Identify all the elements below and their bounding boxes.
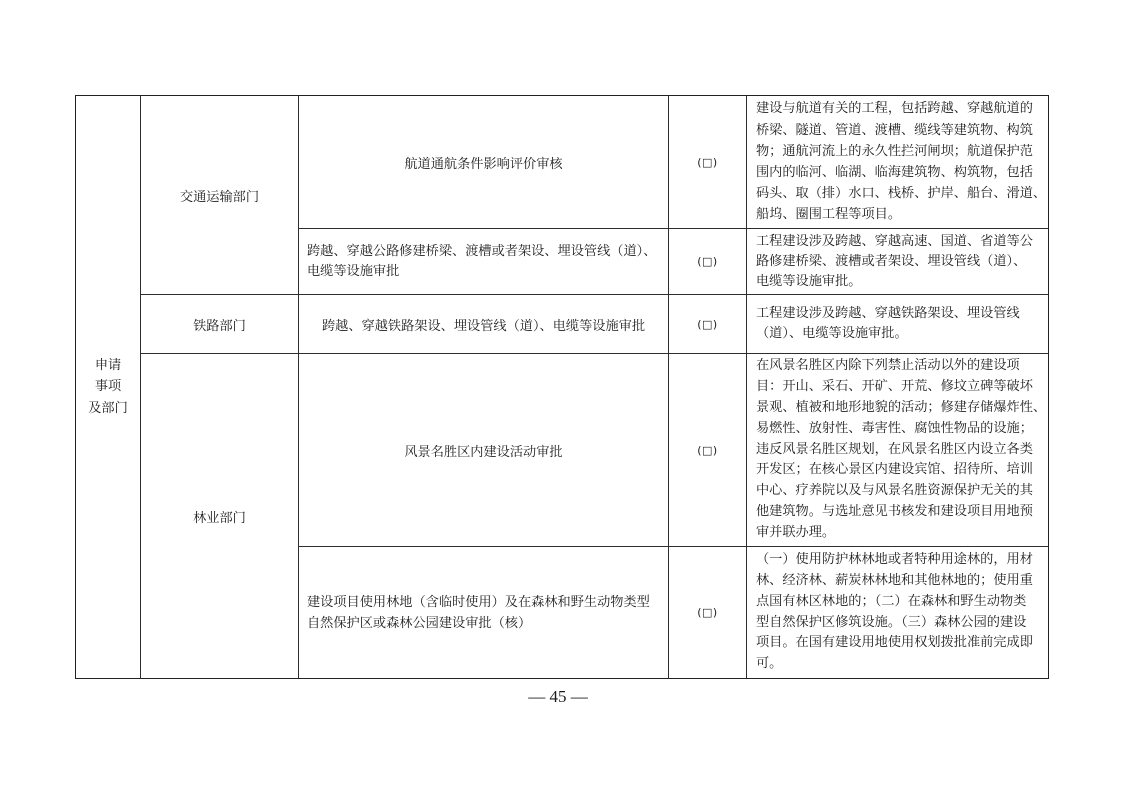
item-detail-cell xyxy=(746,228,1049,295)
category-label-line: 事项 xyxy=(94,379,122,395)
item-name-cell xyxy=(298,546,669,679)
item-mark: (□) xyxy=(697,443,718,457)
item-detail-line: 电缆等设施审批。 xyxy=(756,273,862,289)
department-cell xyxy=(140,95,299,295)
item-name-line: 航道通航条件影响评价审核 xyxy=(404,156,563,172)
item-mark: (□) xyxy=(697,155,718,169)
item-detail-line: 工程建设涉及跨越、穿越高速、国道、省道等公 xyxy=(756,233,1033,249)
item-detail-line: 型自然保护区修筑设施。（三）森林公园的建设 xyxy=(756,614,1027,630)
item-detail-line: 林、经济林、薪炭林林地和其他林地的；使用重 xyxy=(756,572,1033,588)
item-detail-cell xyxy=(746,353,1049,547)
item-name-line: 跨越、穿越公路修建桥梁、渡槽或者架设、埋设管线（道）、 xyxy=(307,243,657,259)
item-detail-line: 点国有林区林地的；（二）在森林和野生动物类 xyxy=(756,593,1027,609)
item-detail-line: 他建筑物。与选址意见书核发和建设项目用地预 xyxy=(756,503,1033,519)
item-detail-line: 工程建设涉及跨越、穿越铁路架设、埋设管线 xyxy=(756,306,1020,321)
item-detail-line: 景观、植被和地形地貌的活动；修建存储爆炸性、 xyxy=(756,400,1047,415)
item-name-line: 自然保护区或森林公园建设审批（核） xyxy=(307,615,532,631)
category-cell xyxy=(75,95,141,679)
item-name-line: 电缆等设施审批 xyxy=(307,263,400,279)
item-detail-line: 在风景名胜区内除下列禁止活动以外的建设项 xyxy=(756,358,1020,374)
item-mark-cell xyxy=(668,95,747,229)
item-mark-cell xyxy=(668,353,747,547)
item-name-cell xyxy=(298,95,669,229)
item-detail-line: 船坞、圈围工程等项目。 xyxy=(756,207,902,223)
item-name-line: 建设项目使用林地（含临时使用）及在森林和野生动物类型 xyxy=(307,594,650,610)
item-mark: (□) xyxy=(697,255,718,268)
item-detail-line: 易燃性、放射性、毒害性、腐蚀性物品的设施； xyxy=(756,420,1033,436)
item-name-cell xyxy=(298,294,669,354)
category-label-line: 及部门 xyxy=(88,400,128,416)
item-detail-line: 开发区；在核心景区内建设宾馆、招待所、培训 xyxy=(756,462,1033,478)
item-detail-line: 中心、疗养院以及与风景名胜资源保护无关的其 xyxy=(756,483,1033,499)
item-name-cell xyxy=(298,353,669,547)
item-name-line: 跨越、穿越铁路架设、埋设管线（道）、电缆等设施审批 xyxy=(321,318,646,334)
department-name: 铁路部门 xyxy=(193,318,246,334)
item-mark-cell xyxy=(668,546,747,679)
department-name: 林业部门 xyxy=(193,510,246,526)
department-name: 交通运输部门 xyxy=(179,189,260,205)
department-cell xyxy=(140,294,299,354)
item-detail-line: 项目。在国有建设用地使用权划拨批准前完成即 xyxy=(756,635,1033,651)
item-detail-line: （道）、电缆等设施审批。 xyxy=(756,326,908,341)
item-detail-line: 审并联办理。 xyxy=(756,524,836,540)
item-detail-line: 码头、取（排）水口、栈桥、护岸、船台、滑道、 xyxy=(756,186,1047,202)
item-detail-line: 桥梁、隧道、管道、渡槽、缆线等建筑物、构筑 xyxy=(756,122,1033,138)
item-mark: (□) xyxy=(697,317,718,331)
page-number: — 45 — xyxy=(528,687,588,706)
item-name-line: 风景名胜区内建设活动审批 xyxy=(404,444,563,460)
item-detail-line: 违反风景名胜区规划，在风景名胜区内设立各类 xyxy=(756,441,1033,457)
item-mark-cell xyxy=(668,228,747,295)
item-detail-line: 目：开山、采石、开矿、开荒、修坟立碑等破坏 xyxy=(756,379,1033,395)
item-name-cell xyxy=(298,228,669,295)
item-detail-line: 路修建桥梁、渡槽或者架设、埋设管线（道）、 xyxy=(756,253,1027,269)
item-mark-cell xyxy=(668,294,747,354)
item-detail-line: 建设与航道有关的工程，包括跨越、穿越航道的 xyxy=(756,101,1033,117)
item-detail-line: （一）使用防护林林地或者特种用途林的，用材 xyxy=(756,552,1033,568)
item-detail-cell xyxy=(746,546,1049,679)
item-detail-line: 可。 xyxy=(756,656,783,672)
category-label-line: 申请 xyxy=(94,357,122,373)
item-detail-cell xyxy=(746,294,1049,354)
item-detail-line: 围内的临河、临湖、临海建筑物、构筑物，包括 xyxy=(756,165,1033,180)
department-cell xyxy=(140,353,299,679)
item-detail-line: 物；通航河流上的永久性拦河闸坝；航道保护范 xyxy=(756,143,1033,159)
item-detail-cell xyxy=(746,95,1049,229)
item-mark: (□) xyxy=(697,606,718,619)
